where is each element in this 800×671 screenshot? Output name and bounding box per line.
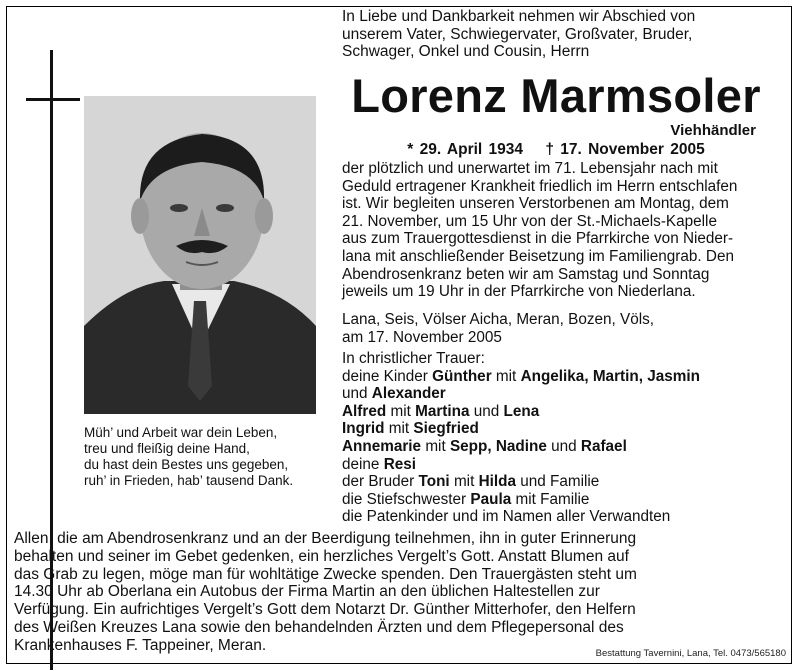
thanks-line: 14.30 Uhr ab Oberlana ein Autobus der Firma Martin an den üblichen Haltestellen zur bbox=[14, 583, 600, 601]
mourner-name: Ingrid bbox=[342, 420, 385, 438]
mourner-line bbox=[342, 420, 772, 438]
connector: mit bbox=[453, 473, 475, 491]
mourner-name: Resi bbox=[383, 455, 416, 473]
thanks-text bbox=[14, 530, 774, 655]
connector: deine bbox=[342, 455, 380, 473]
text-line: ist. Wir begleiten unseren Verstorbenen am Montag, dem bbox=[342, 195, 729, 213]
mourner-line bbox=[342, 456, 772, 474]
poem-line: Müh’ und Arbeit war dein Leben, bbox=[84, 425, 278, 440]
connector: und Familie bbox=[520, 473, 600, 491]
cross-icon-horizontal bbox=[26, 98, 80, 101]
mourner-name: Siegfried bbox=[413, 420, 479, 438]
connector: mit bbox=[390, 402, 411, 420]
thanks-line: des Weißen Kreuzes Lana sowie den behandelnden Ärzten und dem Pflegepersonal des bbox=[14, 618, 624, 636]
connector: und bbox=[551, 437, 577, 455]
intro-line: Schwager, Onkel und Cousin, Herrn bbox=[342, 43, 590, 60]
intro-line: In Liebe und Dankbarkeit nehmen wir Abschied von bbox=[342, 8, 696, 25]
poem-line: du hast dein Bestes uns gegeben, bbox=[84, 457, 289, 472]
thanks-line: Allen, die am Abendrosenkranz und an der Beerdigung teilnehmen, ihn in guter Erinnerung bbox=[14, 530, 637, 547]
mourner-name: Hilda bbox=[478, 473, 516, 491]
connector: und bbox=[473, 402, 500, 420]
text-line: der plötzlich und unerwartet im 71. Lebensjahr nach mit bbox=[342, 160, 718, 177]
mourner-name: Martina bbox=[415, 402, 470, 420]
thanks-line: Verfügung. Ein aufrichtiges Vergelt’s Gott dem Notarzt Dr. Günther Mitterhofer, den Helfern bbox=[14, 601, 636, 619]
date-line: am 17. November 2005 bbox=[342, 328, 502, 346]
main-text bbox=[342, 160, 772, 301]
mourner-name: Angelika, Martin, Jasmin bbox=[520, 367, 700, 385]
occupation: Viehhändler bbox=[670, 122, 756, 139]
mourner-line bbox=[342, 438, 772, 456]
text-line: 21. November, um 15 Uhr von der St.-Michaels-Kapelle bbox=[342, 212, 717, 230]
thanks-line: das Grab zu legen, möge man für wohltätige Zwecke spenden. Den Trauergästen steht um bbox=[14, 565, 637, 583]
connector: mit Familie bbox=[515, 490, 590, 508]
text-line: lana mit anschließender Beisetzung im Familiengrab. Den bbox=[342, 247, 734, 265]
mourner-name: Annemarie bbox=[342, 437, 422, 455]
mourner-name: Paula bbox=[470, 490, 512, 508]
mourner-line bbox=[342, 403, 772, 421]
poem-line: treu und fleißig deine Hand, bbox=[84, 441, 250, 456]
mourners-heading: In christlicher Trauer: bbox=[342, 350, 485, 367]
mourner-name: Alexander bbox=[371, 385, 446, 403]
mourner-name: Toni bbox=[418, 473, 450, 491]
mourner-line bbox=[342, 385, 772, 403]
thanks-line: Krankenhauses F. Tappeiner, Meran. bbox=[14, 636, 267, 654]
life-dates bbox=[342, 141, 770, 159]
deceased-name: Lorenz Marmsoler bbox=[351, 69, 761, 122]
connector: und bbox=[342, 385, 368, 403]
text-line: aus zum Trauergottesdienst in die Pfarrkirche von Nieder- bbox=[342, 230, 734, 248]
connector: mit bbox=[388, 420, 410, 438]
mourner-line bbox=[342, 473, 772, 491]
poem bbox=[84, 425, 334, 489]
intro-text bbox=[342, 8, 770, 61]
poem-line: ruh’ in Frieden, hab’ tausend Dank. bbox=[84, 473, 294, 488]
text-line: jeweils um 19 Uhr in der Pfarrkirche von Niederlana. bbox=[342, 283, 696, 301]
funeral-home-credit: Bestattung Tavernini, Lana, Tel. 0473/565180 bbox=[595, 648, 786, 659]
mourner-prefix: deine Kinder bbox=[342, 367, 428, 385]
text-line: Abendrosenkranz beten wir am Samstag und Sonntag bbox=[342, 265, 710, 283]
mourner-line bbox=[342, 491, 772, 509]
connector: mit bbox=[495, 367, 517, 385]
thanks-line: behalten und seiner im Gebet gedenken, ein herzliches Vergelt’s Gott. Anstatt Blumen auf bbox=[14, 547, 629, 565]
mourner-line: die Patenkinder und im Namen aller Verwandten bbox=[342, 508, 671, 526]
intro-line: unserem Vater, Schwiegervater, Großvater, Bruder, bbox=[342, 25, 693, 43]
mourner-name: Alfred bbox=[342, 402, 387, 420]
connector: mit bbox=[425, 437, 446, 455]
mourner-name: Sepp, Nadine bbox=[449, 437, 547, 455]
portrait-photo bbox=[84, 96, 316, 414]
mourner-line bbox=[342, 368, 772, 386]
mourner-name: Lena bbox=[503, 402, 540, 420]
death-date: † 17. November 2005 bbox=[545, 141, 705, 158]
mourner-name: Günther bbox=[432, 367, 492, 385]
places-line: Lana, Seis, Völser Aicha, Meran, Bozen, Völs, bbox=[342, 311, 655, 328]
mourner-name: Rafael bbox=[580, 437, 627, 455]
places-date bbox=[342, 311, 772, 346]
text-line: Geduld ertragener Krankheit friedlich im Herrn entschlafen bbox=[342, 177, 738, 195]
mourners-list bbox=[342, 350, 772, 526]
mourner-prefix: der Bruder bbox=[342, 473, 415, 491]
birth-date: * 29. April 1934 bbox=[407, 141, 524, 158]
mourner-prefix: die Stiefschwester bbox=[342, 490, 467, 508]
